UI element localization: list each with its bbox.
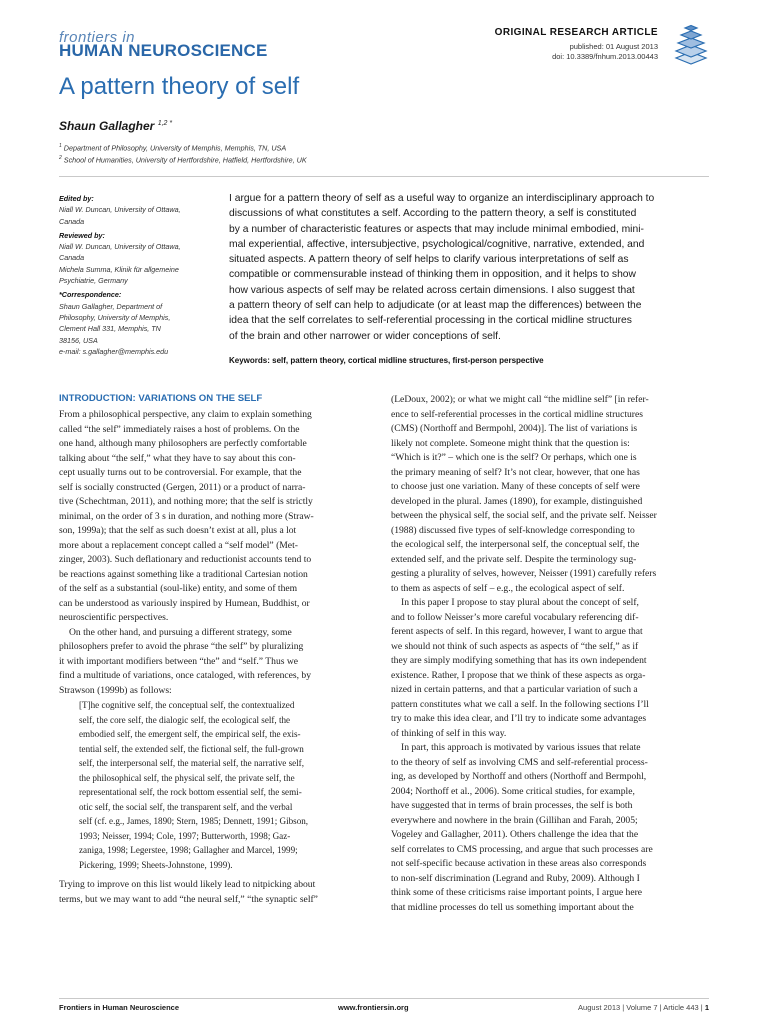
text-line: and to follow Neisser’s more careful vocabulary referencing dif- — [391, 611, 639, 623]
text-line: (LeDoux, 2002); or what we might call “the midline self” [in refer- — [391, 394, 649, 405]
text-line: they are simply modifying something that has its own independent — [391, 655, 647, 666]
text-line: self (cf. e.g., James, 1890; Stern, 1985; Dennett, 1991; Gibson, — [79, 816, 309, 826]
text-line: (1988) discussed five types of self-knowledge corresponding to — [391, 524, 635, 536]
text-line: existence. Rather, I propose that we think of these aspects as orga- — [391, 669, 646, 681]
text-line: we should not think of such aspects as aspects of “the self,” as if — [391, 640, 639, 652]
text-line: From a philosophical perspective, any claim to explain something — [59, 409, 312, 420]
author-marks: 1,2 * — [157, 120, 173, 127]
text-line: ferent aspects of self. In this regard, however, I want to argue that — [391, 626, 643, 637]
text-line: called “the self” immediately raises a host of problems. On the — [59, 423, 300, 435]
text-line: talking about “the self,” what they have to say about this con- — [59, 452, 296, 464]
publication-info — [552, 42, 658, 62]
editorial-info: Edited by: Niall W. Duncan, University of Ottawa, Canada Reviewed by: Niall W. Duncan, University of Ottawa, Canada Michela Summa, Klinik für allgemeine Psychiatrie, Germany *Correspondence: Shaun Gallagher, Department of Philosophy, University of Memphis, Clement Hall 331, Memphis, TN 38156, USA e-mail: s.gallagher@memphis.edu — [59, 193, 219, 357]
text-line: between the physical self, the social self, and the private self. Neisser — [391, 510, 657, 521]
text-line: have suggested that in terms of brain processes, the self is both — [391, 800, 633, 811]
text-line: the philosophical self, the physical self, the private self, the — [79, 772, 295, 783]
text-line: extended self, and the private self. Despite the terminology sug- — [391, 553, 637, 565]
text-line: everywhere and nowhere in the brain (Gillihan and Farah, 2005; — [391, 814, 638, 826]
text-line: be reactions against something like a traditional Cartesian notion — [59, 568, 308, 580]
article-type: ORIGINAL RESEARCH ARTICLE — [494, 27, 658, 38]
text-line: self is socially constructed (Gergen, 2011) or a product of narra- — [59, 481, 306, 493]
text-line: son, 1999a); that the self as such doesn’t exist at all, plus a lot — [59, 525, 297, 536]
text-line: that midline processes do tell us something important about the — [391, 901, 634, 913]
text-line: to the theory of self as involving CMS and self-referential process- — [391, 756, 648, 768]
abstract: I argue for a pattern theory of self as a useful way to organize an interdisciplinary approach to discussions of what constitutes a self. According to the pattern theory, a self is constituted by a number of characteristic features or aspects that may include minimal embodied, mini- mal experiential, affective, intersubjective, psychological/cognitive, narrative, extended, and situated aspects. A pattern theory of self helps to clarify various interpretations of self as compatible or commensurable instead of thinking them in opposition, and it helps to show how various aspects of self may be related across certain dimensions. I also suggest that a pattern theory of self can help to adjudicate (or at least map the differences) between the idea that the self correlates to self-referential processing in the cortical midline structures of the brain and other narrower or wider conceptions of self. — [229, 193, 655, 342]
published-date: published: 01 August 2013 — [569, 42, 658, 51]
text-line: think some of these criticisms raise important points, I argue here — [391, 887, 643, 898]
text-line: “Which is it?” – which one is the self? Or perhaps, which one is — [391, 452, 637, 463]
text-line: In part, this approach is motivated by various issues that relate — [401, 742, 641, 753]
text-line: embodied self, the emergent self, the empirical self, the exis- — [79, 729, 301, 739]
text-line: it with important modifiers between “the” and “self.” Thus we — [59, 655, 299, 667]
footer-issue: August 2013 | Volume 7 | Article 443 | 1 — [578, 1003, 709, 1012]
text-line: philosophers prefer to avoid the phrase “the self” by pluralizing — [59, 641, 304, 652]
doi: doi: 10.3389/fnhum.2013.00443 — [552, 52, 658, 61]
text-line: 2004; Northoff et al., 2006). Some critical studies, for example, — [391, 785, 635, 797]
footer-website[interactable]: www.frontiersin.org — [338, 1003, 409, 1012]
text-line: 1993; Neisser, 1994; Cole, 1997; Butterworth, 1998; Gaz- — [79, 830, 291, 841]
header-divider — [59, 176, 709, 177]
text-line: more about a replacement concept called a “self model” (Met- — [59, 539, 298, 551]
text-line: (CMS) (Northoff and Bermpohl, 2004)]. The list of variations is — [391, 423, 638, 434]
author-name: Shaun Gallagher — [59, 119, 155, 133]
affiliation-2: $^2$ School of Humanities, University of Hertfordshire, Hatfield, Hertfordshire, UK — [59, 155, 307, 165]
text-line: otic self, the social self, the transparent self, and the verbal — [79, 801, 293, 812]
text-line: zinger, 2003). Such deflationary and reductionist accounts tend to — [59, 554, 312, 565]
keywords: Keywords: self, pattern theory, cortical midline structures, first-person perspective — [229, 356, 544, 365]
text-line: nized in certain patterns, and that a particular variation of such a — [391, 684, 638, 695]
text-line: developed in the plural. James (1890), for example, distinguished — [391, 495, 643, 507]
text-line: to choose just one variation. Many of these concepts of self were — [391, 481, 640, 492]
page-number: 1 — [704, 1003, 709, 1012]
text-line: try to make this idea clear, and I’ll try to indicate some advantages — [391, 713, 647, 724]
article-title: A pattern theory of self — [59, 73, 300, 100]
text-line: tential self, the extended self, the fictional self, the full-grown — [79, 743, 304, 754]
text-line: representational self, the rock bottom essential self, the semi- — [79, 787, 302, 797]
layers-stack-icon — [672, 24, 710, 66]
text-line: the primary meaning of self? It’s not clear, however, that one has — [391, 466, 640, 478]
text-line: ing, as developed by Northoff and others (Northoff and Bermpohl, — [391, 771, 647, 782]
edited-by-label: Edited by: — [59, 194, 94, 203]
text-line: Pickering, 1999; Sheets-Johnstone, 1999). — [79, 859, 233, 870]
text-line: neuroscientific perspectives. — [59, 612, 169, 623]
correspondence-label: *Correspondence: — [59, 290, 122, 300]
text-line: of thinking of self in this way. — [391, 727, 507, 739]
text-line: to them as aspects of self – e.g., the ecological aspect of self. — [391, 582, 625, 594]
text-line: tive (Schechtman, 2011), and nothing more; that the self is strictly — [59, 496, 313, 507]
text-line: can be understood as variously inspired by Humean, Buddhist, or — [59, 597, 310, 609]
text-line: self correlates to CMS processing, and argue that such processes are — [391, 843, 653, 855]
author — [59, 119, 172, 133]
text-line: [T]he cognitive self, the conceptual self, the contextualized — [79, 700, 295, 710]
text-line: ence to self-referential processes in the cortical midline structures — [391, 408, 643, 420]
text-line: cept usually turns out to be controversial. For example, that the — [59, 467, 302, 478]
text-line: likely not complete. Someone might think that the question is: — [391, 437, 630, 449]
text-line: Trying to improve on this list would likely lead to nitpicking about — [59, 879, 316, 890]
journal-logo-top: frontiers in — [59, 29, 136, 46]
text-line: zaniga, 1998; Legerstee, 1998; Gallagher and Marcel, 1999; — [79, 845, 298, 855]
text-line: of the self as a substantial (soul-like) entity, and some of them — [59, 583, 298, 594]
journal-logo-main: HUMAN NEUROSCIENCE — [59, 41, 268, 60]
footer-divider — [59, 998, 709, 999]
text-line: one hand, although many philosophers are perfectly comfortable — [59, 438, 307, 449]
text-line: minimal, on the order of 3 s in duration, and nothing more (Straw- — [59, 510, 314, 522]
right-column — [391, 393, 711, 915]
text-line: Vogeley and Gallagher, 2011). Others challenge the idea that the — [391, 829, 639, 840]
text-line: not self-specific because activation in these areas also corresponds — [391, 858, 647, 869]
text-line: find a multitude of variations, once cataloged, with references, by — [59, 670, 312, 681]
correspondence-email[interactable]: e-mail: s.gallagher@memphis.edu — [59, 346, 169, 356]
text-line: On the other hand, and pursuing a different strategy, some — [69, 626, 292, 638]
left-column — [59, 408, 382, 907]
text-line: Strawson (1999b) as follows: — [59, 684, 172, 696]
affiliation-1: $^1$ Department of Philosophy, University of Memphis, Memphis, TN, USA — [59, 143, 287, 153]
text-line: pattern constitutes what we call a self. In the following sections I’ll — [391, 698, 649, 710]
text-line: In this paper I propose to stay plural about the concept of self, — [401, 597, 639, 608]
footer-journal: Frontiers in Human Neuroscience — [59, 1003, 180, 1012]
text-line: to non-self discrimination (Legrand and Ruby, 2009). Although I — [391, 872, 640, 884]
section-heading: INTRODUCTION: VARIATIONS ON THE SELF — [59, 393, 263, 404]
text-line: self, the interpersonal self, the material self, the narrative self, — [79, 758, 304, 768]
text-line: the ecological self, the interpersonal self, the conceptual self, the — [391, 539, 640, 550]
text-line: gesting a plurality of selves, however, Neisser (1991) carefully refers — [391, 568, 657, 579]
text-line: self, the core self, the dialogic self, the ecological self, the — [79, 714, 291, 725]
text-line: terms, but we may want to add “the neural self,” “the synaptic self” — [59, 893, 318, 905]
reviewed-by-label: Reviewed by: — [59, 230, 105, 240]
